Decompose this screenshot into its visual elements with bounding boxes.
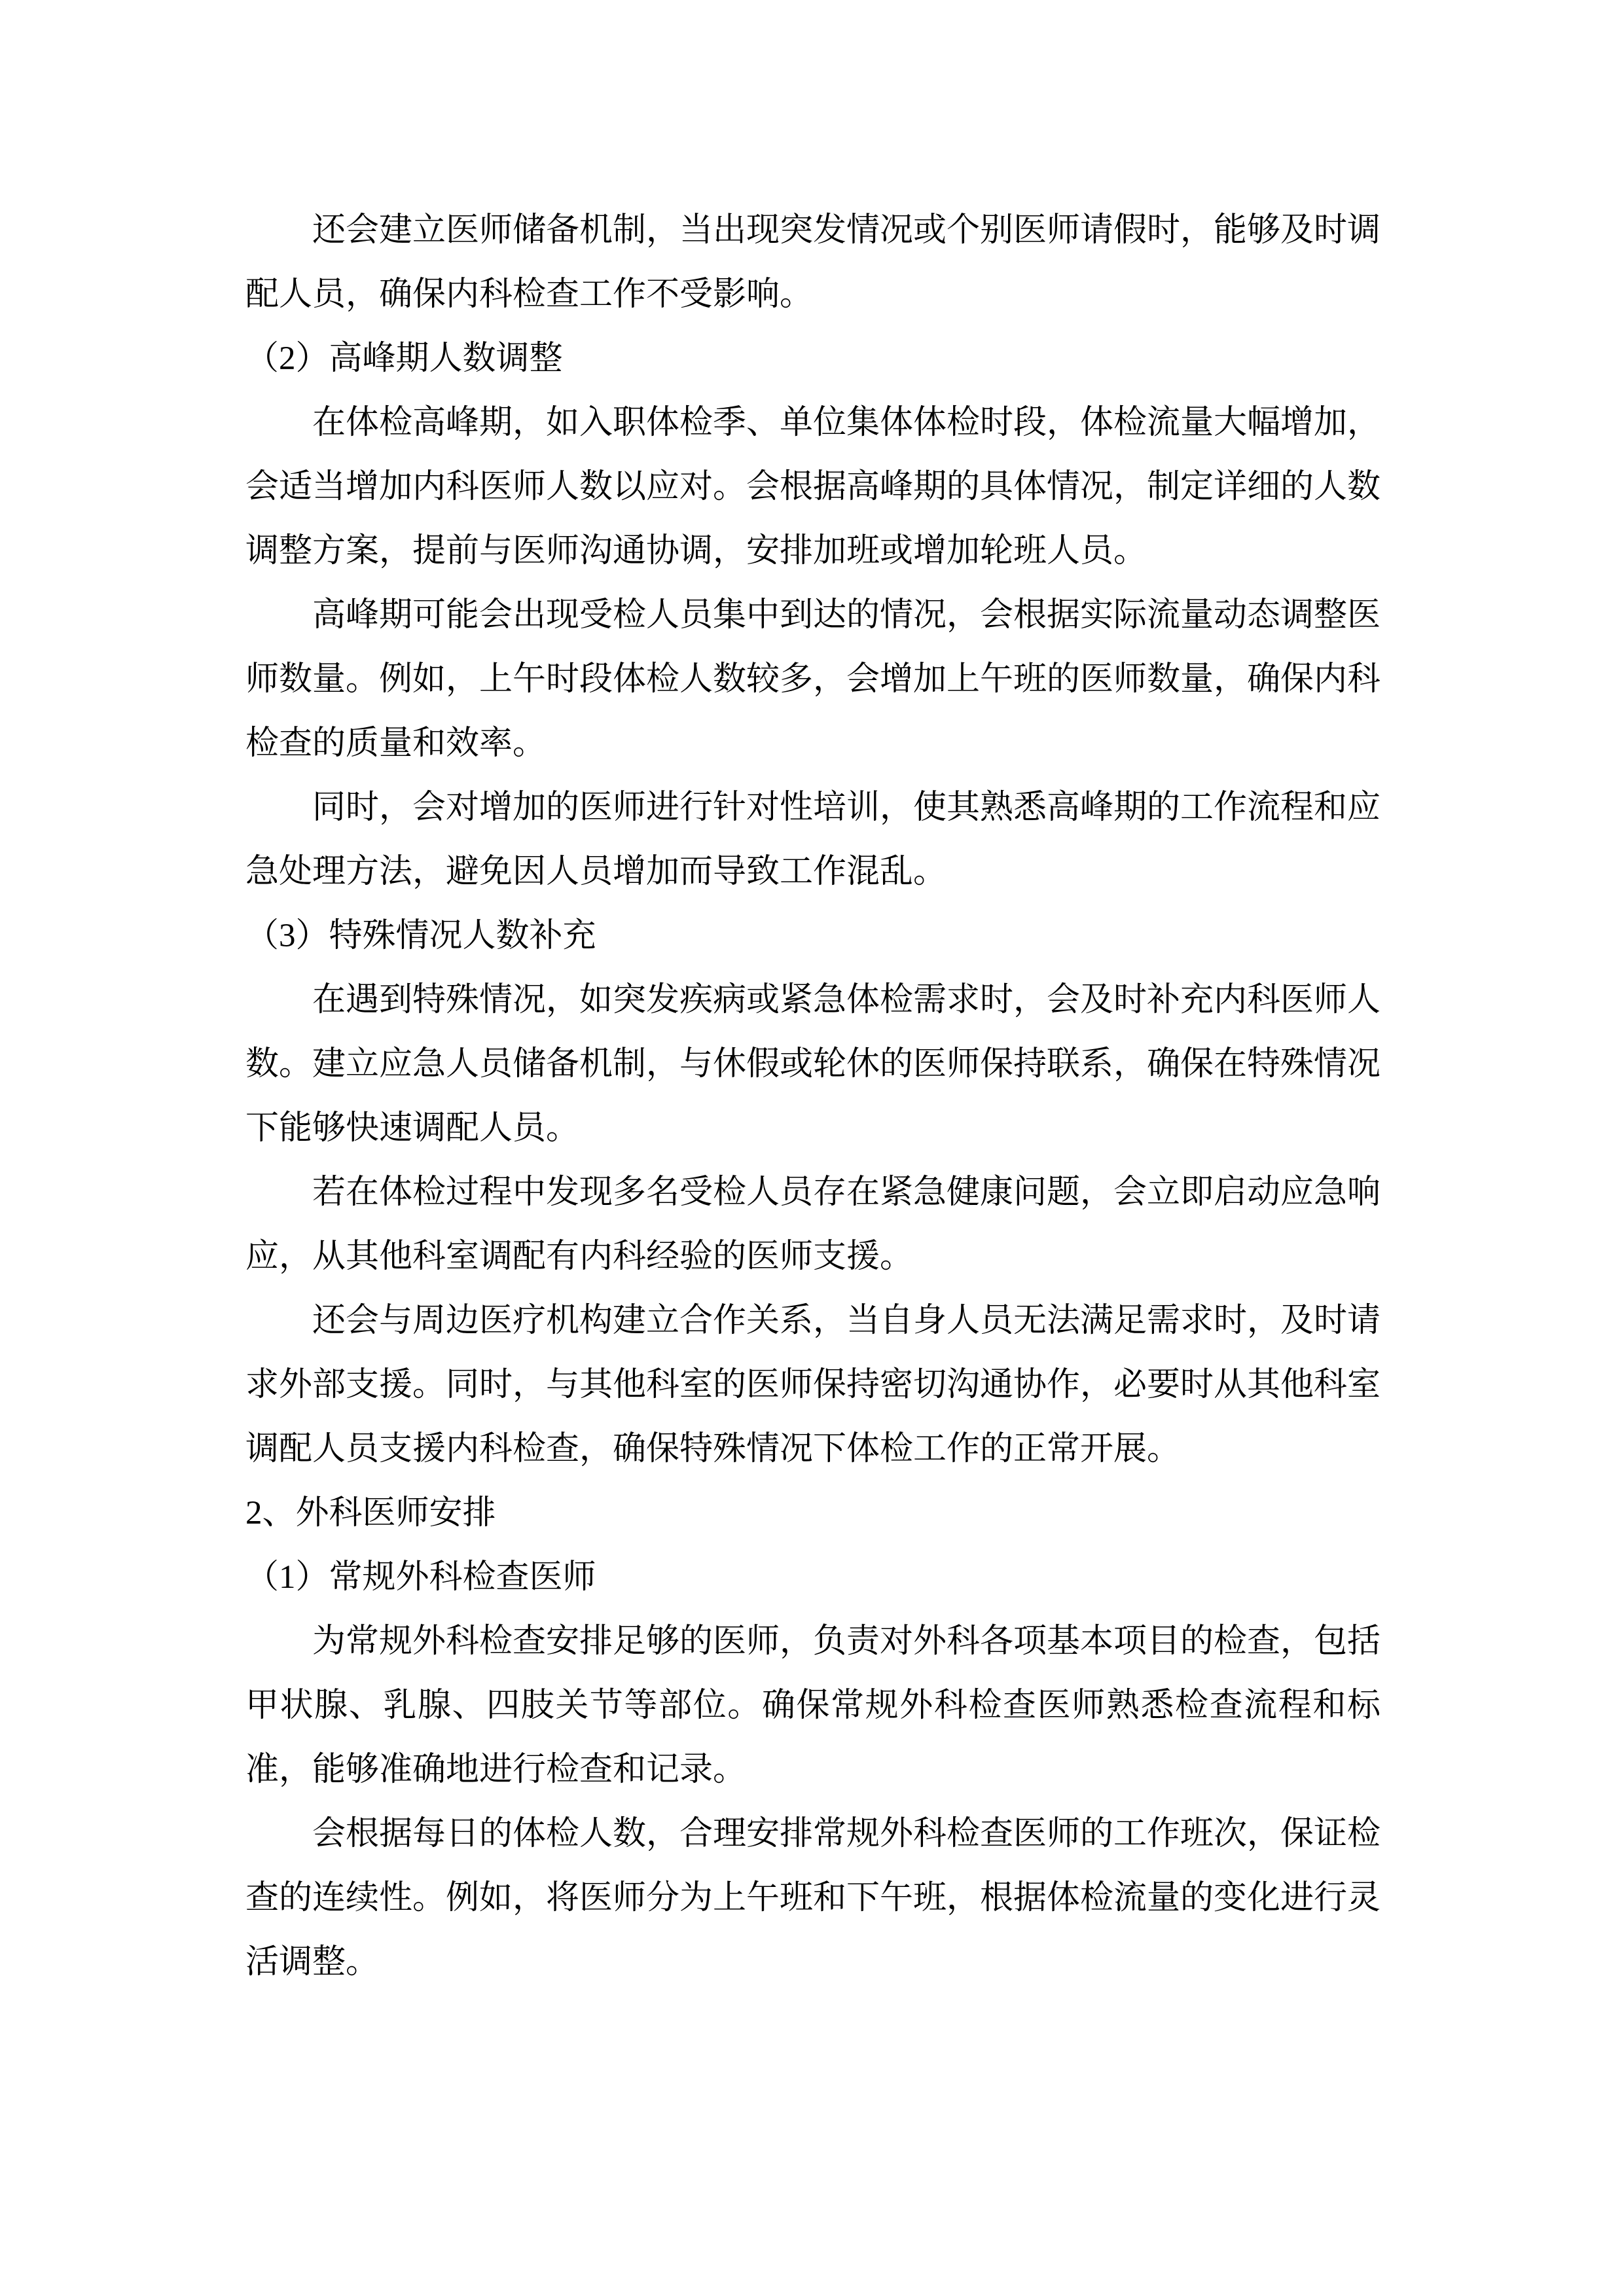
document-content [245,198,1380,1994]
heading-paragraph: （2）高峰期人数调整 [245,340,563,377]
body-paragraph: 还会建立医师储备机制，当出现突发情况或个别医师请假时，能够及时调配人员，确保内科检查工作不受影响。 [245,212,1381,313]
body-paragraph: 同时，会对增加的医师进行针对性培训，使其熟悉高峰期的工作流程和应急处理方法，避免因人员增加而导致工作混乱。 [245,789,1381,890]
body-paragraph: 高峰期可能会出现受检人员集中到达的情况，会根据实际流量动态调整医师数量。例如，上午时段体检人数较多，会增加上午班的医师数量，确保内科检查的质量和效率。 [245,597,1381,762]
body-paragraph: 若在体检过程中发现多名受检人员存在紧急健康问题，会立即启动应急响应，从其他科室调配有内科经验的医师支援。 [245,1174,1381,1275]
body-paragraph: 会根据每日的体检人数，合理安排常规外科检查医师的工作班次，保证检查的连续性。例如，将医师分为上午班和下午班，根据体检流量的变化进行灵活调整。 [245,1816,1381,1981]
body-paragraph: 为常规外科检查安排足够的医师，负责对外科各项基本项目的检查，包括甲状腺、乳腺、四肢关节等部位。确保常规外科检查医师熟悉检查流程和标准，能够准确地进行检查和记录。 [245,1623,1381,1788]
body-paragraph: 还会与周边医疗机构建立合作关系，当自身人员无法满足需求时，及时请求外部支援。同时，与其他科室的医师保持密切沟通协作，必要时从其他科室调配人员支援内科检查，确保特殊情况下体检工作的正常开展。 [245,1302,1381,1467]
heading-paragraph: （3）特殊情况人数补充 [245,918,596,954]
heading-paragraph: （1）常规外科检查医师 [245,1559,596,1596]
body-paragraph: 在体检高峰期，如入职体检季、单位集体体检时段，体检流量大幅增加，会适当增加内科医师人数以应对。会根据高峰期的具体情况，制定详细的人数调整方案，提前与医师沟通协调，安排加班或增加轮班人员。 [245,404,1381,569]
heading-paragraph: 2、外科医师安排 [245,1495,496,1532]
body-paragraph: 在遇到特殊情况，如突发疾病或紧急体检需求时，会及时补充内科医师人数。建立应急人员储备机制，与休假或轮休的医师保持联系，确保在特殊情况下能够快速调配人员。 [245,982,1381,1147]
